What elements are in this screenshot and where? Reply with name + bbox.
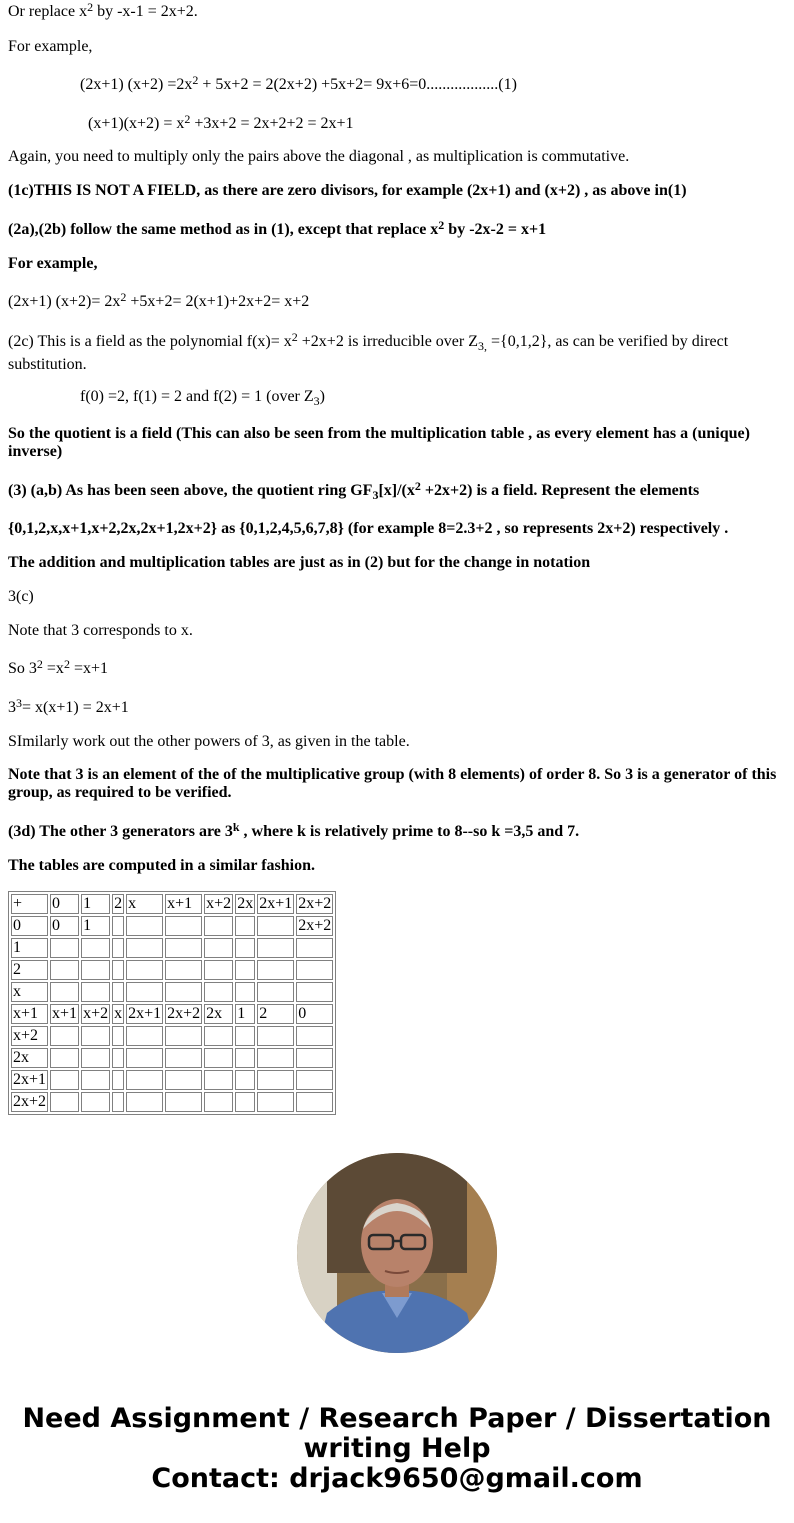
table-cell: 0 [11, 916, 48, 936]
table-cell [235, 916, 255, 936]
table-cell [296, 1026, 333, 1046]
table-row [11, 1070, 333, 1090]
table-cell [50, 982, 79, 1002]
table-cell [204, 916, 233, 936]
table-cell [126, 960, 163, 980]
table-cell: 1 [81, 916, 110, 936]
table-cell [81, 1048, 110, 1068]
table-row [11, 916, 333, 936]
footer-line-1: Need Assignment / Research Paper / Dissertation [22, 1403, 772, 1434]
table-cell [112, 1070, 124, 1090]
table-cell [235, 1070, 255, 1090]
table-cell [165, 1070, 202, 1090]
table-cell: x+2 [206, 895, 232, 912]
table-cell [257, 1026, 294, 1046]
table-cell [296, 1092, 333, 1112]
table-cell: x+2 [83, 1005, 109, 1022]
table-cell [204, 938, 233, 958]
table-cell [50, 1070, 79, 1090]
table-cell [126, 982, 163, 1002]
table-cell [257, 1092, 294, 1112]
table-cell [126, 1026, 163, 1046]
table-cell [257, 960, 294, 980]
table-cell: x+1 [165, 894, 202, 914]
table-cell [165, 1048, 202, 1068]
table-cell [126, 1070, 163, 1090]
table-cell [165, 1092, 202, 1112]
addition-table [8, 891, 336, 1115]
table-cell [112, 960, 124, 980]
table-cell [50, 1092, 79, 1112]
table-cell [204, 1092, 233, 1112]
table-cell [257, 1048, 294, 1068]
equation-2: $(x+1)(x+2) = x^2 +3x+2 = 2x+2+2 = 2x+1$ [88, 112, 354, 132]
table-cell [50, 1026, 79, 1046]
table-cell [112, 916, 124, 936]
table-cell: 1 [11, 938, 48, 958]
table-cell [112, 982, 124, 1002]
table-cell: x [126, 894, 163, 914]
table-cell [165, 960, 202, 980]
table-cell [112, 1092, 124, 1112]
equation-4: f(0) =2, f(1) = 2 and f(2) = 1 (over $Z_3$) [80, 388, 325, 408]
author-photo [297, 1153, 497, 1353]
footer-contact: Contact: drjack9650@gmail.com [151, 1463, 643, 1494]
table-cell: 2 [11, 960, 48, 980]
table-cell [112, 1026, 124, 1046]
bold-statement: (1c)THIS IS NOT A FIELD, as there are zero divisors, for example (2x+1) and (x+2) , as above in(1) [8, 182, 687, 199]
table-cell [204, 960, 233, 980]
equation-3: (2x+1) $(x+2)= 2x^2 +5x+2= 2(x+1)+2x+2= x+2$ [8, 290, 310, 310]
table-cell [204, 1026, 233, 1046]
table-cell [126, 938, 163, 958]
footer-line-2: writing Help [303, 1433, 491, 1464]
table-row [11, 1004, 333, 1024]
table-cell [296, 1070, 333, 1090]
table-row [11, 1026, 333, 1046]
section-label: 3(c) [8, 588, 34, 605]
table-cell [296, 938, 333, 958]
bold-statement: (2a),(2b) follow the same method as in (1), except that replace $x^2$ by -2x-2 = x+1 [8, 218, 547, 238]
text-line: Note that 3 corresponds to x. [8, 622, 193, 639]
table-cell [257, 916, 294, 936]
table-cell [296, 960, 333, 980]
table-cell: 2x+2 [13, 1093, 47, 1110]
table-cell: 2x [237, 895, 254, 912]
table-header-row [11, 894, 333, 914]
table-cell [126, 916, 163, 936]
table-cell: x+2 [11, 1026, 48, 1046]
table-cell: 2 [114, 895, 123, 912]
table-cell [235, 960, 255, 980]
table-cell [235, 938, 255, 958]
table-cell: 2x [11, 1048, 48, 1068]
table-cell [112, 938, 124, 958]
table-cell [165, 1026, 202, 1046]
table-cell: 1 [81, 894, 110, 914]
table-cell [204, 982, 233, 1002]
table-cell [81, 1026, 110, 1046]
table-cell: x+1 [11, 1004, 48, 1024]
table-cell: 0 [296, 1004, 333, 1024]
table-cell [296, 1048, 333, 1068]
table-cell: 2x+1 [13, 1071, 47, 1088]
text-line: For example, [8, 38, 93, 55]
text-paragraph: (2c) This is a field as the polynomial $f(x)= x^2 +2x+2$ is irreducible over $Z_{3,} =\{0,1,2\}$, as can be verified by direct substitution. [8, 330, 729, 373]
table-cell: x [11, 982, 48, 1002]
table-cell: 0 [50, 894, 79, 914]
table-cell [257, 982, 294, 1002]
table-cell: 0 [50, 916, 79, 936]
bold-statement: For example, [8, 255, 98, 272]
table-cell [165, 938, 202, 958]
table-cell: + [11, 894, 48, 914]
equation-1: (2x+1) $(x+2) =2x^2 + 5x+2 = 2(2x+2) +5x+2= 9x+6=0..................(1)$ [80, 73, 517, 93]
bold-statement: So the quotient is a field (This can also be seen from the multiplication table , as every element has a (unique) inverse) [8, 425, 750, 460]
table-cell [204, 1048, 233, 1068]
bold-statement: The tables are computed in a similar fashion. [8, 857, 315, 874]
footer-promo [0, 1404, 794, 1494]
equation-5: So $3^2 =x^2 =x+1$ [8, 657, 108, 677]
table-row [11, 1048, 333, 1068]
table-cell [81, 938, 110, 958]
table-row [11, 938, 333, 958]
table-cell [235, 982, 255, 1002]
table-cell [296, 982, 333, 1002]
table-row [11, 982, 333, 1002]
bold-statement: {0,1,2,x,x+1,x+2,2x,2x+1,2x+2} as {0,1,2,4,5,6,7,8} (for example 8=2.3+2 , so represents 2x+2) respectively . [8, 520, 729, 537]
table-cell [50, 1048, 79, 1068]
table-cell: 2x+1 [259, 895, 293, 912]
table-cell: x+1 [52, 1005, 78, 1022]
table-cell [165, 916, 202, 936]
table-cell [235, 1092, 255, 1112]
table-cell: 2x+2 [298, 917, 332, 934]
text-line: Again, you need to multiply only the pairs above the diagonal , as multiplication is commutative. [8, 148, 630, 165]
text-line: Or replace $x^2$ by -x-1 = 2x+2. [8, 0, 198, 20]
table-cell [204, 1070, 233, 1090]
table-cell: 2x [204, 1004, 233, 1024]
table-cell: x [114, 1005, 123, 1022]
text-line: SImilarly work out the other powers of 3, as given in the table. [8, 733, 410, 750]
table-cell [257, 1070, 294, 1090]
table-cell [235, 1048, 255, 1068]
bold-statement: (3d) The other 3 generators are 3$^k$ , where k is relatively prime to 8--so k =3,5 and 7. [8, 820, 580, 840]
table-cell [81, 960, 110, 980]
table-cell: 2x+1 [128, 1005, 162, 1022]
bold-statement: Note that 3 is an element of the of the multiplicative group (with 8 elements) of order 8. So 3 is a generator of this group, as required to be verified. [8, 766, 777, 801]
table-cell [50, 960, 79, 980]
table-cell: 2x+2 [167, 1005, 201, 1022]
table-row [11, 1092, 333, 1112]
bold-statement: (3) (a,b) As has been seen above, the quotient ring $GF_3[x]/(x^2 +2x+2)$ is a field. Represent the elements [8, 479, 700, 502]
table-cell: 1 [235, 1004, 255, 1024]
table-cell [257, 938, 294, 958]
table-cell [165, 982, 202, 1002]
table-cell [112, 1048, 124, 1068]
table-cell: 2 [257, 1004, 294, 1024]
table-cell [81, 1092, 110, 1112]
table-cell [235, 1026, 255, 1046]
table-cell [126, 1092, 163, 1112]
table-cell [81, 1070, 110, 1090]
table-cell [126, 1048, 163, 1068]
author-photo-image [297, 1153, 497, 1353]
bold-statement: The addition and multiplication tables are just as in (2) but for the change in notation [8, 554, 591, 571]
table-row [11, 960, 333, 980]
equation-6: $3^3= x(x+1) = 2x+1$ [8, 696, 129, 716]
table-cell [50, 938, 79, 958]
table-cell [81, 982, 110, 1002]
table-cell: 2x+2 [298, 895, 332, 912]
